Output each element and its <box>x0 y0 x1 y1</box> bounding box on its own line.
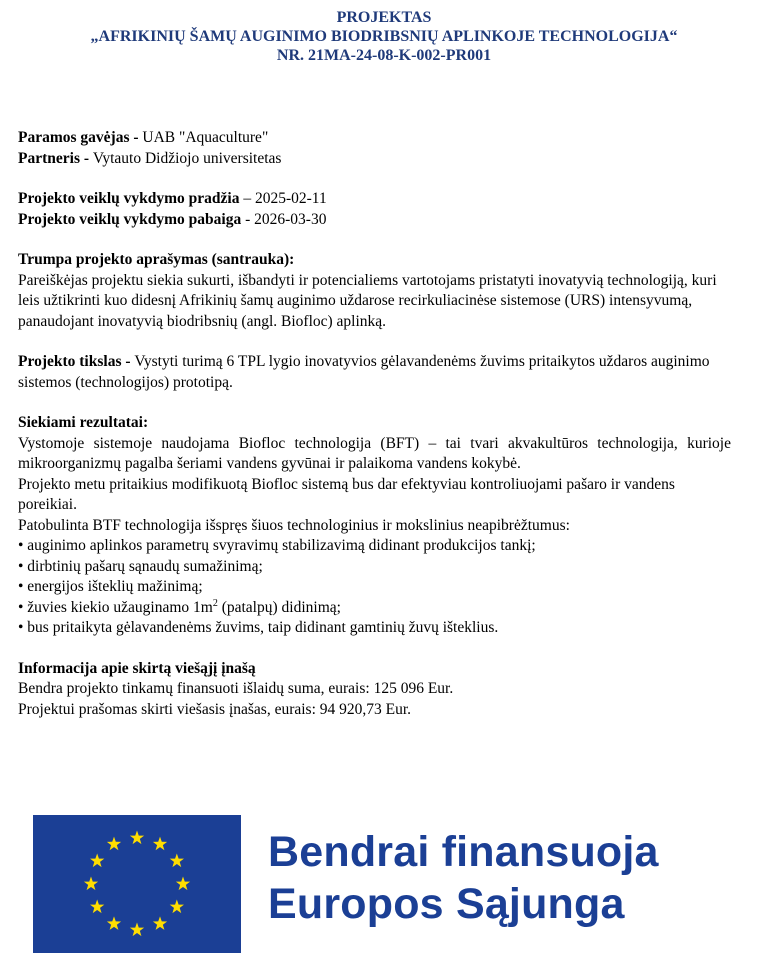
start-date-line <box>18 189 731 210</box>
end-date-value: - 2026-03-30 <box>241 210 327 228</box>
goal-text: Vystyti turimą 6 TPL lygio inovatyvios gėlavandenėms žuvims pritaikytos uždaros auginimo sistemos (technologijos) prototipą. <box>18 353 710 391</box>
header-line-project: PROJEKTAS <box>336 9 432 26</box>
partner-label: Partneris - <box>18 149 93 167</box>
header-line-title: „AFRIKINIŲ ŠAMŲ AUGINIMO BIODRIBSNIŲ APLINKOJE TECHNOLOGIJA“ <box>90 28 678 45</box>
eu-star <box>153 916 167 930</box>
eu-flag-stars <box>33 815 241 953</box>
results-bullet-1: • auginimo aplinkos parametrų svyravimų stabilizavimą didinant produkcijos tankį; <box>18 537 536 554</box>
funding-line-2: Projektui prašomas skirti viešasis įnašas, eurais: 94 920,73 Eur. <box>18 700 412 718</box>
results-paragraph-3: Patobulinta BTF technologija išspręs šiuos technologinius ir mokslinius neapibrėžtumus: <box>18 516 570 534</box>
header-line-number: NR. 21MA-24-08-K-002-PR001 <box>276 47 492 64</box>
start-date-label: Projekto veiklų vykdymo pradžia <box>18 190 240 207</box>
results-bullet-2: • dirbtinių pašarų sąnaudų sumažinimą; <box>18 557 263 575</box>
eu-star <box>170 900 184 914</box>
eu-star-ring <box>84 831 190 937</box>
bullet-4-text-end: (patalpų) didinimą; <box>217 598 341 616</box>
eu-star <box>107 837 121 851</box>
results-heading-text: Siekiami rezultatai: <box>18 414 149 431</box>
start-date-value: – 2025-02-11 <box>239 190 327 207</box>
results-paragraph-2: Projekto metu pritaikius modifikuotą Biofloc sistemą bus dar efektyviau kontroliuojami pašaro ir vandens poreikiai. <box>18 475 675 513</box>
eu-star <box>84 877 98 891</box>
results-heading <box>18 413 731 434</box>
project-header <box>0 8 768 65</box>
eu-flag-logo <box>33 815 241 953</box>
document-body <box>18 128 731 720</box>
results-bullet-3: • energijos išteklių mažinimą; <box>18 578 203 595</box>
recipient-label: Paramos gavėjas - <box>18 129 143 146</box>
eu-star <box>153 837 167 851</box>
recipient-value: UAB "Aquaculture" <box>142 129 269 146</box>
results-bullet-5: • bus pritaikyta gėlavandenėms žuvims, taip didinant gamtinių žuvų išteklius. <box>18 619 499 636</box>
funding-heading-text: Informacija apie skirtą viešąjį įnašą <box>18 659 256 677</box>
eu-star <box>130 923 144 937</box>
summary-text: Pareiškėjas projektu siekia sukurti, išbandyti ir potencialiems vartotojams pristatyti inovatyvią technologiją, kuri leis užtikrinti kuo didesnį Afrikinių šamų auginimo uždarose recirkuliacinėse sistemose (URS) intensyvumą, panaudojant inovatyvią biodribsnių (angl. Biofloc) aplinką. <box>18 271 717 330</box>
bullet-4-superscript: 2 <box>212 597 218 609</box>
goal-paragraph <box>18 352 731 393</box>
eu-star <box>170 854 184 868</box>
summary-heading-text: Trumpa projekto aprašymas (santrauka): <box>18 251 295 268</box>
eu-text-line-1: Bendrai finansuoja <box>268 828 659 876</box>
summary-heading <box>18 250 731 271</box>
goal-label: Projekto tikslas - <box>18 353 135 370</box>
partner-line <box>18 149 731 170</box>
eu-cofunded-text <box>268 826 659 930</box>
eu-star <box>176 877 190 891</box>
eu-text-line-2: Europos Sąjunga <box>268 880 625 928</box>
funding-heading <box>18 659 731 680</box>
results-bullet-4 <box>18 598 731 619</box>
recipient-line <box>18 128 731 149</box>
bullet-4-text: • žuvies kiekio užauginamo 1m <box>18 598 213 616</box>
eu-star <box>107 916 121 930</box>
funding-line-1: Bendra projekto tinkamų finansuoti išlaidų suma, eurais: 125 096 Eur. <box>18 680 454 697</box>
eu-star <box>90 900 104 914</box>
eu-star <box>130 831 144 845</box>
eu-star <box>90 854 104 868</box>
end-date-line <box>18 210 731 231</box>
partner-value: Vytauto Didžiojo universitetas <box>92 149 282 167</box>
end-date-label: Projekto veiklų vykdymo pabaiga <box>18 210 242 228</box>
results-paragraph-1: Vystomoje sistemoje naudojama Biofloc technologija (BFT) – tai tvari akvakultūros technologija, kurioje mikroorganizmų pagalba šeriami vandens gyvūnai ir palaikoma vandens kokybė. <box>18 434 731 472</box>
